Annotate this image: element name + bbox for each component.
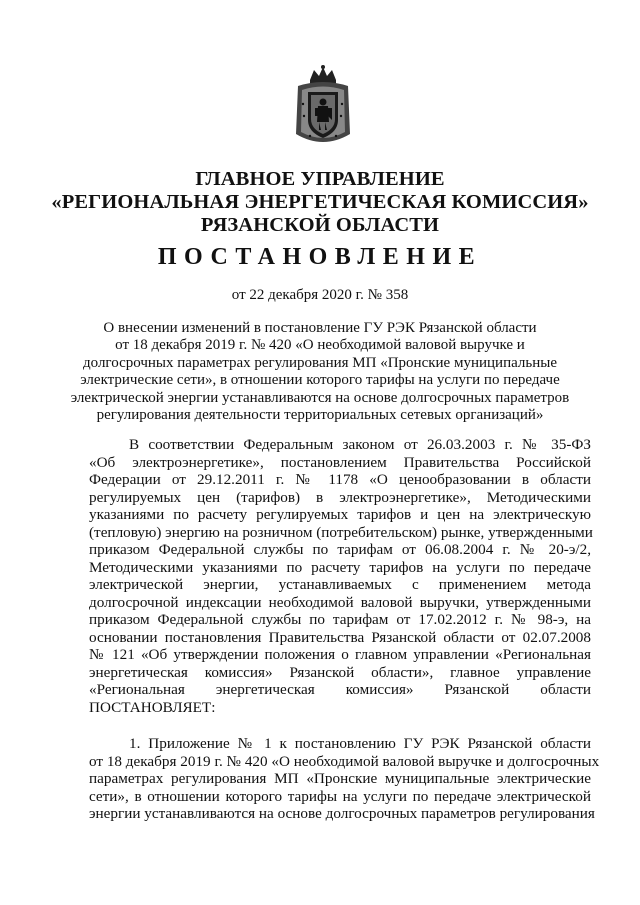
body-line: (тепловую) энергию на розничном (потребительском) рынке, утвержденными bbox=[89, 523, 593, 541]
clause-1-paragraph bbox=[89, 735, 600, 823]
body-line: 1. Приложение № 1 к постановлению ГУ РЭК Рязанской области bbox=[129, 735, 591, 752]
body-line: параметрах регулирования МП «Пронские муниципальные электрические bbox=[89, 770, 591, 787]
body-line: энергетическая комиссия» Рязанской области», главное управление bbox=[89, 663, 591, 681]
document-date-number: от 22 декабря 2020 г. № 358 bbox=[231, 287, 409, 303]
org-title-line-1: ГЛАВНОЕ УПРАВЛЕНИЕ bbox=[195, 168, 445, 190]
body-line: № 121 «Об утверждении положения о главном управлении «Региональная bbox=[89, 646, 591, 663]
subject-line: регулирования деятельности территориальных сетевых организаций» bbox=[96, 407, 544, 424]
subject-line: долгосрочных параметрах регулирования МП «Пронские муниципальные bbox=[83, 354, 557, 371]
body-line: от 18 декабря 2019 г. № 420 «О необходимой валовой выручке и долгосрочных bbox=[89, 752, 600, 770]
subject-line: О внесении изменений в постановление ГУ РЭК Рязанской области bbox=[103, 320, 537, 336]
body-line-resolves: ПОСТАНОВЛЯЕТ: bbox=[89, 698, 216, 716]
body-line: Федерации от 29.12.2011 г. № 1178 «О ценообразовании в области bbox=[89, 471, 591, 488]
document-type-heading: ПОСТАНОВЛЕНИЕ bbox=[157, 244, 483, 270]
subject-line: электрические сети», в отношении которого тарифы на услуги по передаче bbox=[80, 372, 560, 389]
body-line: регулируемых цен (тарифов) в электроэнергетике», Методическими bbox=[89, 488, 591, 506]
body-line: долгосрочной индексации необходимой валовой выручки, утвержденными bbox=[89, 593, 591, 611]
body-line: приказом Федеральной службы по тарифам от 17.02.2012 г. № 98-э, на bbox=[89, 611, 591, 628]
body-line: Методическими указаниями по расчету тарифов на услуги по передаче bbox=[89, 558, 591, 576]
body-line: приказом Федеральной службы по тарифам от 06.08.2004 г. № 20-э/2, bbox=[89, 541, 591, 558]
body-line: В соответствии Федеральным законом от 26.03.2003 г. № 35-ФЗ bbox=[129, 436, 591, 453]
org-title-line-2: «РЕГИОНАЛЬНАЯ ЭНЕРГЕТИЧЕСКАЯ КОМИССИЯ» bbox=[51, 191, 589, 213]
body-line: энергии устанавливаются на основе долгосрочных параметров регулирования bbox=[89, 805, 595, 822]
body-line: указаниями по расчету регулируемых тарифов и цен на электрическую bbox=[89, 506, 591, 523]
document-subject bbox=[60, 320, 580, 424]
body-line: «Региональная энергетическая комиссия» Рязанской области bbox=[89, 681, 591, 698]
body-line: «Об электроэнергетике», постановлением Правительства Российской bbox=[89, 453, 591, 471]
body-line: электрической энергии, устанавливаемых с применением метода bbox=[89, 576, 591, 593]
org-title-line-3: РЯЗАНСКОЙ ОБЛАСТИ bbox=[200, 214, 440, 236]
body-line: сети», в отношении которого тарифы на услуги по передаче электрической bbox=[89, 787, 591, 805]
subject-line: от 18 декабря 2019 г. № 420 «О необходимой валовой выручке и bbox=[115, 337, 525, 354]
body-line: основании постановления Правительства Рязанской области от 02.07.2008 bbox=[89, 628, 591, 646]
preamble-paragraph bbox=[89, 436, 591, 716]
subject-line: электрической энергии устанавливаются на основе долгосрочных параметров bbox=[70, 389, 570, 406]
ryazan-coat-of-arms-icon bbox=[290, 64, 356, 150]
